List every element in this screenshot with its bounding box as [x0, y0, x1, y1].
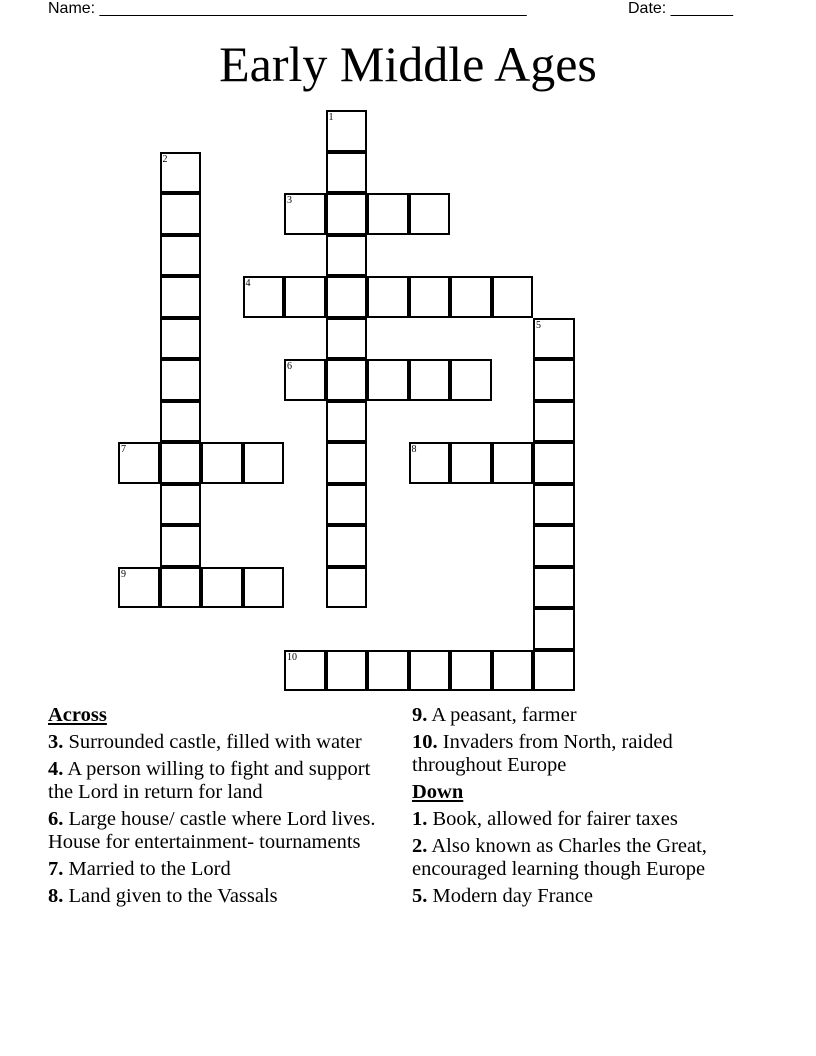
crossword-cell[interactable] [409, 442, 451, 484]
date-field[interactable]: Date: _______ [628, 0, 733, 17]
clue-number: 5 [536, 319, 541, 331]
crossword-cell[interactable] [326, 152, 368, 194]
crossword-cell[interactable] [367, 359, 409, 401]
crossword-cell[interactable] [533, 608, 575, 650]
clue-down-2: 2. Also known as Charles the Great, encouraged learning though Europe [412, 835, 707, 880]
crossword-cell[interactable] [160, 525, 202, 567]
crossword-cell[interactable] [201, 567, 243, 609]
clue-number: 9 [121, 568, 126, 580]
clue-down-5: 5. Modern day France [412, 885, 594, 907]
crossword-cell[interactable] [243, 567, 285, 609]
crossword-cell[interactable] [533, 442, 575, 484]
crossword-cell[interactable] [118, 442, 160, 484]
crossword-cell[interactable] [160, 318, 202, 360]
crossword-cell[interactable] [160, 276, 202, 318]
crossword-cell[interactable] [201, 442, 243, 484]
page-title: Early Middle Ages [219, 36, 597, 92]
crossword-cell[interactable] [326, 567, 368, 609]
crossword-cell[interactable] [367, 276, 409, 318]
crossword-cell[interactable] [284, 276, 326, 318]
clue-number: 8 [411, 444, 417, 455]
clue-across-4: 4. A person willing to fight and support the Lord in return for land [48, 758, 371, 803]
crossword-cell[interactable] [533, 567, 575, 609]
clue-across-10: 10. Invaders from North, raided throughout Europe [412, 731, 673, 776]
crossword-cell[interactable] [326, 359, 368, 401]
crossword-cell[interactable] [243, 276, 285, 318]
clue-number: 7 [121, 444, 126, 455]
crossword-cell[interactable] [326, 193, 368, 235]
clue-number: 3 [287, 195, 292, 206]
crossword-cell[interactable] [284, 359, 326, 401]
clue-across-9: 9. A peasant, farmer [412, 704, 577, 726]
clue-down-1: 1. Book, allowed for fairer taxes [412, 808, 678, 830]
across-heading: Across [48, 704, 107, 726]
crossword-cell[interactable] [160, 401, 202, 443]
clue-number: 10 [287, 651, 297, 663]
crossword-cell[interactable] [367, 193, 409, 235]
clue-number: 6 [287, 361, 292, 372]
crossword-cell[interactable] [492, 442, 534, 484]
name-field[interactable]: Name: ________________________________________________ [48, 0, 527, 17]
crossword-cell[interactable] [533, 401, 575, 443]
crossword-cell[interactable] [160, 152, 202, 194]
clue-across-8: 8. Land given to the Vassals [48, 885, 278, 907]
down-heading: Down [412, 781, 464, 803]
crossword-cell[interactable] [326, 276, 368, 318]
crossword-cell[interactable] [160, 567, 202, 609]
crossword-cell[interactable] [367, 650, 409, 692]
clue-number: 2 [162, 153, 168, 165]
crossword-cell[interactable] [409, 193, 451, 235]
crossword-cell[interactable] [450, 442, 492, 484]
crossword-cell[interactable] [450, 650, 492, 692]
crossword-cell[interactable] [160, 359, 202, 401]
crossword-cell[interactable] [326, 401, 368, 443]
crossword-cell[interactable] [160, 235, 202, 277]
crossword-cell[interactable] [533, 650, 575, 692]
crossword-cell[interactable] [160, 484, 202, 526]
crossword-cell[interactable] [492, 276, 534, 318]
crossword-cell[interactable] [450, 359, 492, 401]
clues-right-column [412, 704, 762, 912]
crossword-cell[interactable] [409, 650, 451, 692]
crossword-cell[interactable] [243, 442, 285, 484]
clue-number: 4 [245, 278, 251, 289]
crossword-cell[interactable] [326, 525, 368, 567]
clue-across-3: 3. Surrounded castle, filled with water [48, 731, 362, 753]
crossword-cell[interactable] [409, 276, 451, 318]
clue-across-6: 6. Large house/ castle where Lord lives. House for entertainment- tournaments [48, 808, 376, 853]
crossword-cell[interactable] [326, 442, 368, 484]
crossword-cell[interactable] [284, 650, 326, 692]
clues-left-column [48, 704, 388, 912]
crossword-cell[interactable] [160, 193, 202, 235]
crossword-cell[interactable] [326, 318, 368, 360]
crossword-cell[interactable] [326, 235, 368, 277]
crossword-cell[interactable] [450, 276, 492, 318]
crossword-cell[interactable] [533, 318, 575, 360]
crossword-cell[interactable] [160, 442, 202, 484]
crossword-cell[interactable] [326, 650, 368, 692]
crossword-cell[interactable] [284, 193, 326, 235]
crossword-cell[interactable] [409, 359, 451, 401]
crossword-cell[interactable] [533, 525, 575, 567]
crossword-cell[interactable] [533, 484, 575, 526]
header-line [48, 0, 748, 20]
clue-number: 1 [328, 112, 334, 123]
crossword-cell[interactable] [533, 359, 575, 401]
crossword-cell[interactable] [118, 567, 160, 609]
clue-across-7: 7. Married to the Lord [48, 858, 231, 880]
crossword-cell[interactable] [326, 110, 368, 152]
crossword-cell[interactable] [492, 650, 534, 692]
crossword-cell[interactable] [326, 484, 368, 526]
